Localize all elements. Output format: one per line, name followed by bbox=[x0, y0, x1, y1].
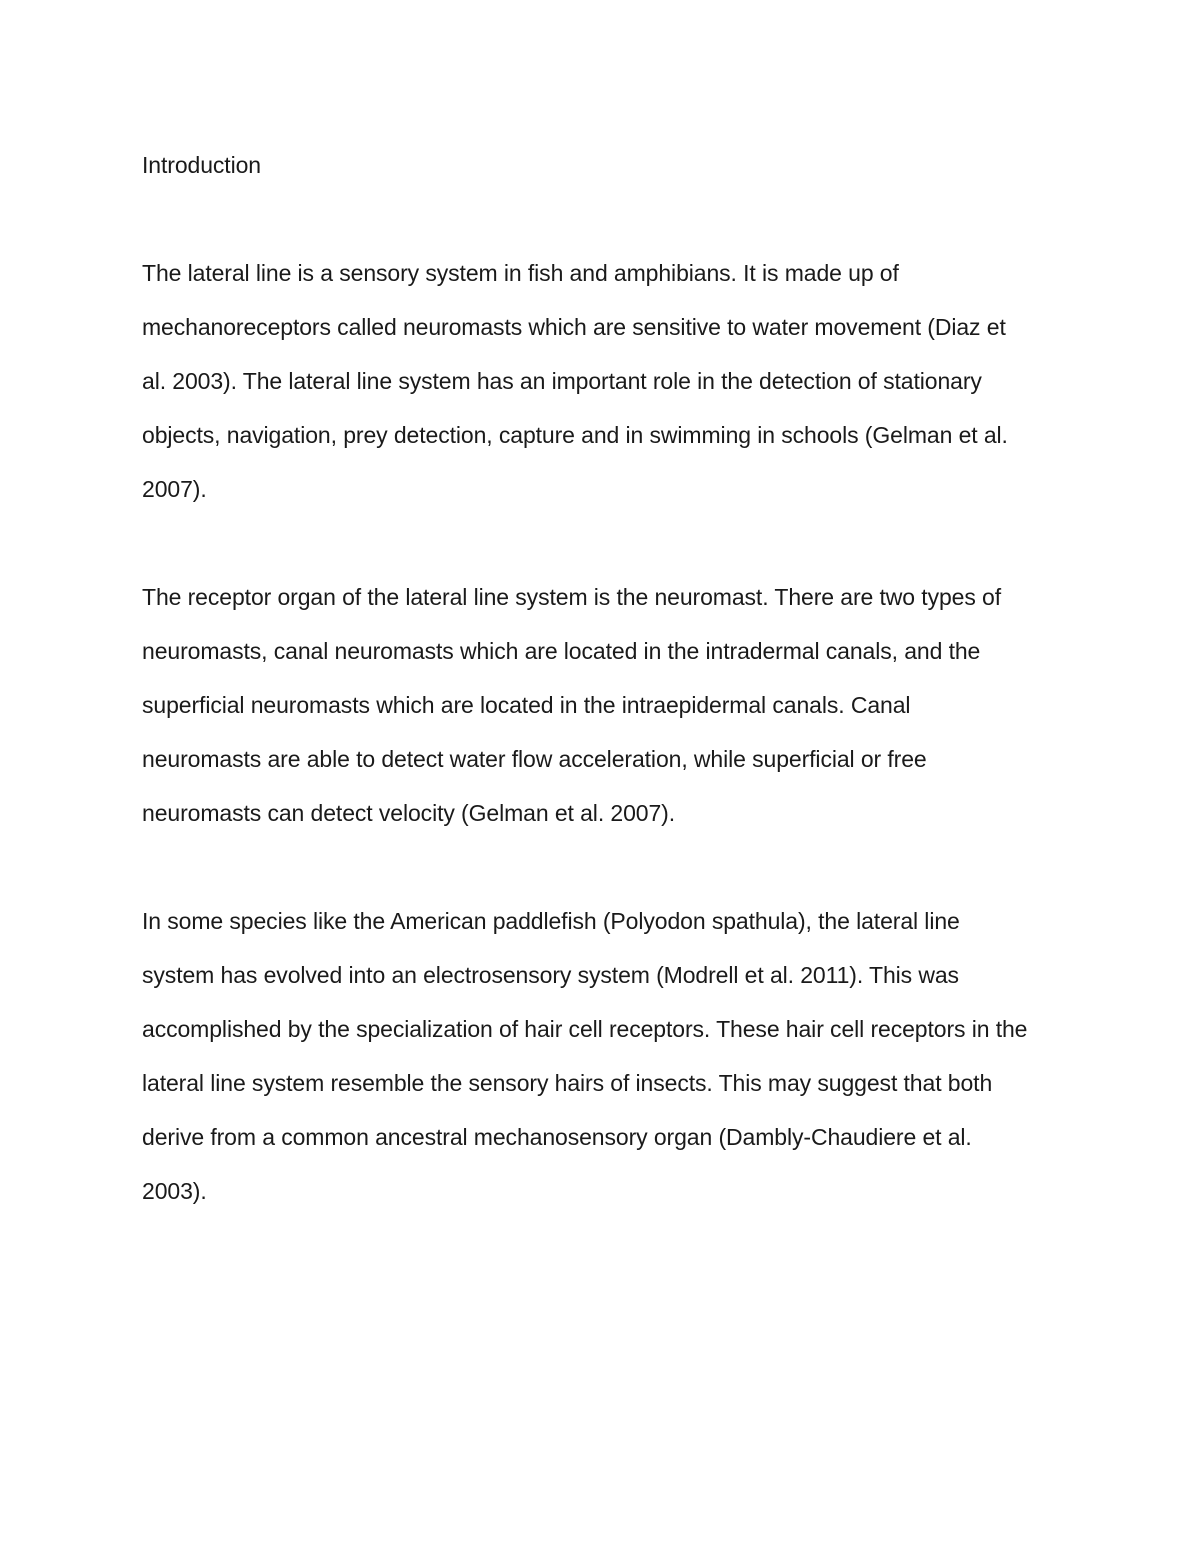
paragraph-line: objects, navigation, prey detection, capture and in swimming in schools (Gelman et al. bbox=[142, 422, 1008, 448]
section-heading: Introduction bbox=[142, 152, 261, 178]
paragraph-line: The lateral line is a sensory system in fish and amphibians. It is made up of bbox=[142, 260, 899, 286]
paragraph-line: lateral line system resemble the sensory hairs of insects. This may suggest that both bbox=[142, 1070, 993, 1096]
paragraph-line: accomplished by the specialization of hair cell receptors. These hair cell receptors in the bbox=[142, 1016, 1028, 1042]
paragraph-line: neuromasts can detect velocity (Gelman et al. 2007). bbox=[142, 800, 676, 826]
document-body bbox=[142, 138, 1072, 1272]
paragraph-line: neuromasts, canal neuromasts which are located in the intradermal canals, and the bbox=[142, 638, 981, 664]
paragraph-line: 2003). bbox=[142, 1178, 207, 1204]
paragraph-line: In some species like the American paddlefish (Polyodon spathula), the lateral line bbox=[142, 908, 960, 934]
paragraph-line: superficial neuromasts which are located in the intraepidermal canals. Canal bbox=[142, 692, 911, 718]
paragraph-line: 2007). bbox=[142, 476, 207, 502]
paragraph-3 bbox=[142, 894, 1072, 1218]
paragraph-line: neuromasts are able to detect water flow acceleration, while superficial or free bbox=[142, 746, 927, 772]
paragraph-line: al. 2003). The lateral line system has an important role in the detection of stationary bbox=[142, 368, 982, 394]
paragraph-1 bbox=[142, 246, 1072, 516]
paragraph-line: mechanoreceptors called neuromasts which are sensitive to water movement (Diaz et bbox=[142, 314, 1006, 340]
paragraph-line: system has evolved into an electrosensory system (Modrell et al. 2011). This was bbox=[142, 962, 959, 988]
paragraph-line: The receptor organ of the lateral line system is the neuromast. There are two types of bbox=[142, 584, 1002, 610]
paragraph-2 bbox=[142, 570, 1072, 840]
paragraph-line: derive from a common ancestral mechanosensory organ (Dambly-Chaudiere et al. bbox=[142, 1124, 972, 1150]
